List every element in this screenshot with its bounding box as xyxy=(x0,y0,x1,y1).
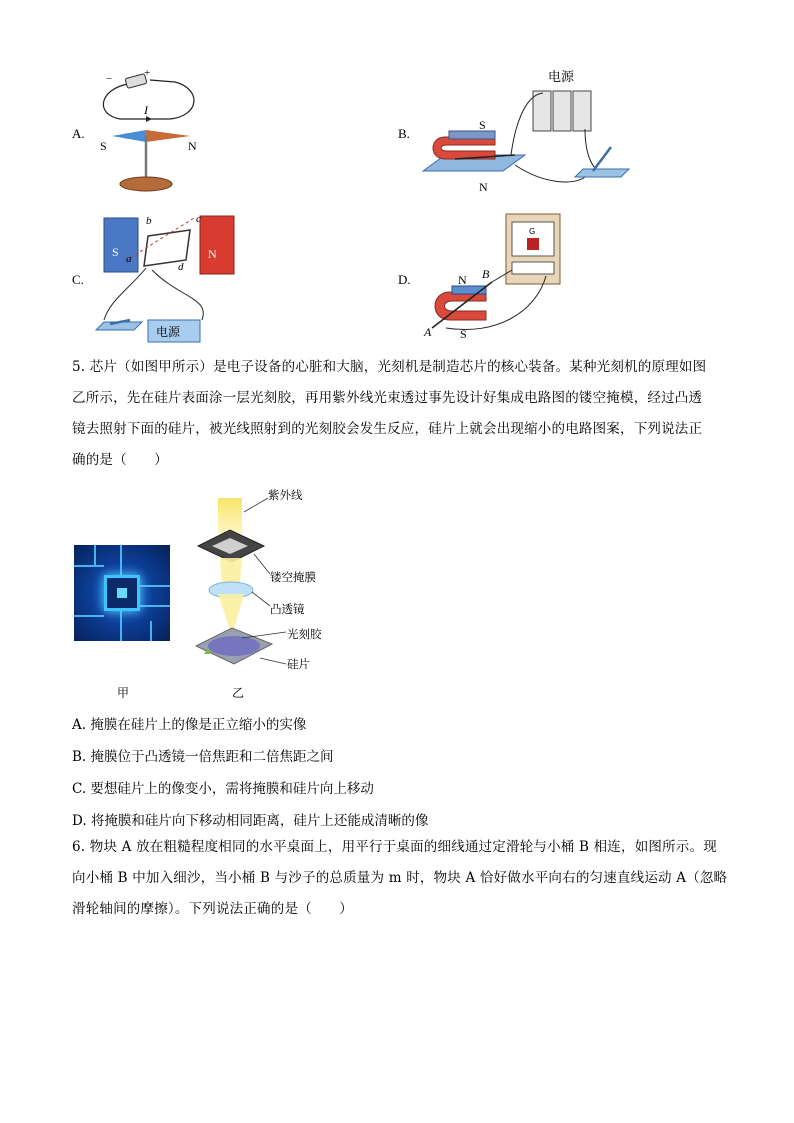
stand-base xyxy=(120,177,172,191)
label-lens: 凸透镜 xyxy=(270,602,305,616)
option-b-label: B. xyxy=(398,126,410,141)
uv-beam xyxy=(218,498,242,534)
question-6-stem xyxy=(72,832,728,925)
magnet-c-n-label: N xyxy=(208,247,217,261)
oersted-diagram xyxy=(90,64,210,196)
leader-wafer xyxy=(260,658,286,664)
leader-lens xyxy=(252,592,270,606)
coil-c-label: c xyxy=(196,213,201,225)
choice-a[interactable]: A. 掩膜在硅片上的像是正立缩小的实像 xyxy=(72,717,307,733)
option-a-label: A. xyxy=(72,126,85,141)
minus-sign: − xyxy=(106,73,113,85)
q5-line: 镜去照射下面的硅片，被光线照射到的光刻胶会发生反应，硅片上就会出现缩小的电路图案，下列说法正 xyxy=(72,421,703,437)
chip-photo xyxy=(74,545,170,641)
magnet-north-block xyxy=(200,216,234,274)
needle-s-label: S xyxy=(100,139,107,153)
wire-loop xyxy=(103,80,194,119)
galvanometer-g: G xyxy=(529,227,536,236)
battery-cell-3 xyxy=(573,91,591,131)
u-magnet xyxy=(433,137,495,159)
switch-lever xyxy=(593,147,611,171)
leader-uv xyxy=(244,498,268,512)
q6-line: 6. 物块 A 放在粗糙程度相同的水平桌面上，用平行于桌面的细线通过定滑轮与小桶 B 相连，如图所示。现 xyxy=(72,839,717,855)
coil-d-label: d xyxy=(178,261,184,273)
wire-c-2 xyxy=(152,270,203,320)
q5-line: 确的是（ ） xyxy=(72,452,168,468)
q5-line: 乙所示，先在硅片表面涂一层光刻胶，再用紫外线光束透过事先设计好集成电路图的镂空掩模，经过凸透 xyxy=(72,390,703,406)
magnet-d-s-label: S xyxy=(460,327,467,341)
caption-yi: 乙 xyxy=(232,686,245,700)
label-mask: 镂空掩膜 xyxy=(270,570,316,584)
galvanometer-terminals xyxy=(512,262,554,274)
magnet-n-label: N xyxy=(479,180,488,194)
option-d-label: D. xyxy=(398,272,411,287)
wire-c-1 xyxy=(104,268,146,320)
q5-line: 5. 芯片（如图甲所示）是电子设备的心脏和大脑，光刻机是制造芯片的核心装备。某种光刻机的原理如图 xyxy=(72,359,707,375)
magnet-d-n-label: N xyxy=(458,273,467,287)
coil-a-label: a xyxy=(126,253,132,265)
label-resist: 光刻胶 xyxy=(287,627,322,641)
needle-n-label: N xyxy=(188,139,197,153)
question-5-stem xyxy=(72,352,724,476)
choice-d[interactable]: D. 将掩膜和硅片向下移动相同距离，硅片上还能成清晰的像 xyxy=(72,813,429,829)
magnet-s-label: S xyxy=(479,118,486,132)
plus-sign: + xyxy=(144,67,151,79)
power-c-label: 电源 xyxy=(156,325,181,339)
power-label: 电源 xyxy=(548,70,575,85)
choice-b[interactable]: B. 掩膜位于凸透镜一倍焦距和二倍焦距之间 xyxy=(72,749,334,765)
label-wafer: 硅片 xyxy=(287,657,310,671)
chip-core xyxy=(104,575,140,611)
wire-3 xyxy=(515,165,585,182)
caption-jia: 甲 xyxy=(117,686,130,700)
needle-south xyxy=(112,130,146,142)
q6-line: 滑轮轴间的摩擦）。下列说法正确的是（ ） xyxy=(72,901,353,917)
motor-diagram xyxy=(415,85,635,195)
q6-line: 向小桶 B 中加入细沙，当小桶 B 与沙子的总质量为 m 时，物块 A 恰好做水平向右的匀速直线运动 A（忽略 xyxy=(72,870,728,886)
leader-mask xyxy=(254,554,270,574)
rod-a-label: A xyxy=(424,325,432,339)
choice-c[interactable]: C. 要想硅片上的像变小，需将掩膜和硅片向上移动 xyxy=(72,781,374,797)
switch-base xyxy=(575,169,629,177)
rod-b-label: B xyxy=(482,267,490,281)
current-label: I xyxy=(144,103,148,117)
magnet-c-s-label: S xyxy=(112,245,119,259)
beam-mid xyxy=(220,558,242,584)
coil-diagram xyxy=(90,208,250,346)
photoresist-layer xyxy=(208,636,260,656)
battery-cell-1 xyxy=(533,91,551,131)
option-c-label: C. xyxy=(72,272,84,287)
needle-north xyxy=(146,130,190,142)
induction-diagram xyxy=(416,212,566,342)
battery-cell-2 xyxy=(553,91,571,131)
magnet-south-block xyxy=(104,218,138,272)
label-uv: 紫外线 xyxy=(268,488,303,502)
coil-b-label: b xyxy=(146,215,152,227)
galvanometer-coil xyxy=(527,238,539,250)
axis-line xyxy=(130,218,194,258)
magnet-top-plate xyxy=(449,131,495,139)
